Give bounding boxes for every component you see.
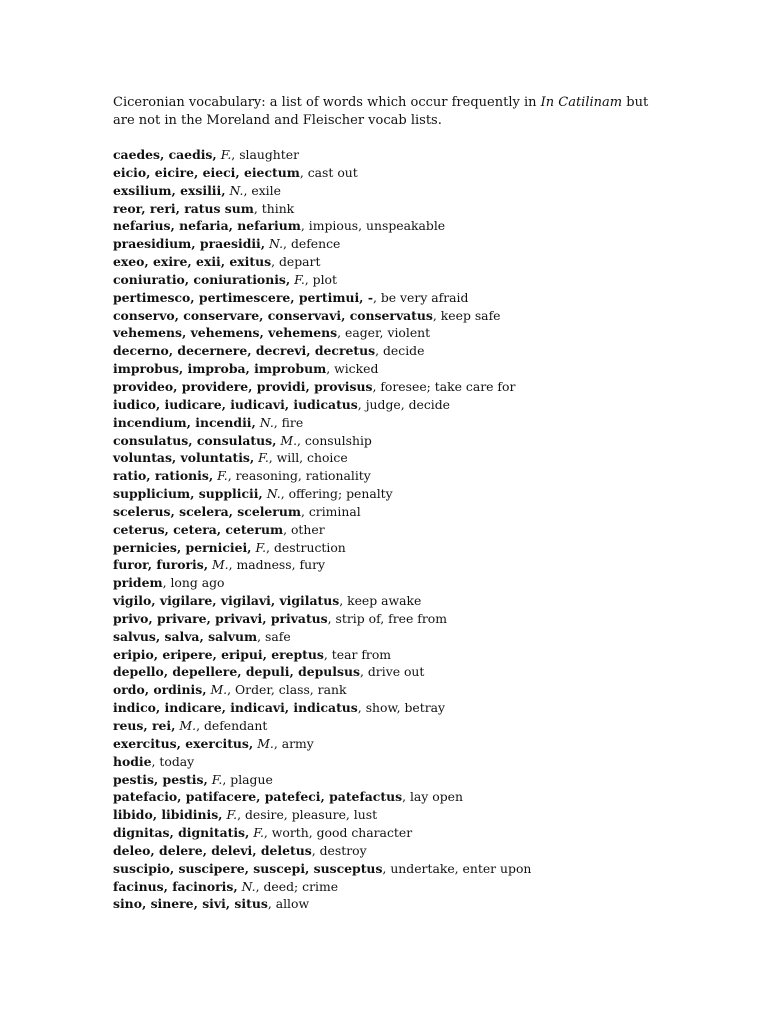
entry-meaning: undertake, enter upon <box>390 860 532 876</box>
entry-meaning: today <box>159 753 195 769</box>
document-page <box>113 94 673 913</box>
entry-gender: N. <box>269 236 284 252</box>
entry-forms: pestis, pestis, <box>113 771 208 787</box>
entry-forms: sino, sinere, sivi, situs <box>113 896 268 912</box>
entry-gender: N. <box>241 878 256 894</box>
entry-forms: salvus, salva, salvum <box>113 628 258 644</box>
entry-forms: libido, libidinis, <box>113 807 223 823</box>
entry-forms: scelerus, scelera, scelerum <box>113 503 301 519</box>
entry-forms: exsilium, exsilii, <box>113 182 226 198</box>
vocab-entry: ceterus, cetera, ceterum, other <box>113 521 325 537</box>
vocab-entry: incendium, incendii, N., fire <box>113 414 304 430</box>
entry-meaning: plague <box>230 771 273 787</box>
entry-meaning: think <box>261 200 295 216</box>
entry-meaning: deed; crime <box>263 878 339 894</box>
entry-meaning: tear from <box>331 646 392 662</box>
vocab-entry: patefacio, patifacere, patefeci, patefactus, lay open <box>113 789 463 805</box>
vocab-entry: iudico, iudicare, iudicavi, iudicatus, judge, decide <box>113 396 451 412</box>
entry-forms: vigilo, vigilare, vigilavi, vigilatus <box>113 593 340 609</box>
entry-meaning: safe <box>265 628 291 644</box>
entry-gender: N. <box>259 414 274 430</box>
work-title: In Catilinam <box>540 95 623 110</box>
entry-meaning: long ago <box>170 575 225 591</box>
entry-forms: reor, reri, ratus sum <box>113 200 254 216</box>
entry-forms: praesidium, praesidii, <box>113 236 266 252</box>
vocab-entry: furor, furoris, M., madness, fury <box>113 557 325 573</box>
vocab-entry: dignitas, dignitatis, F., worth, good character <box>113 825 413 841</box>
entry-forms: improbus, improba, improbum <box>113 361 327 377</box>
entry-gender: M. <box>212 557 229 573</box>
entry-forms: suscipio, suscipere, suscepi, susceptus <box>113 860 383 876</box>
entry-meaning: keep safe <box>440 307 501 323</box>
entry-meaning: wicked <box>334 361 379 377</box>
vocab-entry: decerno, decernere, decrevi, decretus, decide <box>113 343 425 359</box>
entry-forms: patefacio, patifacere, patefeci, patefactus <box>113 789 403 805</box>
vocab-entry: scelerus, scelera, scelerum, criminal <box>113 503 361 519</box>
entry-forms: exeo, exire, exii, exitus <box>113 254 272 270</box>
entry-gender: F. <box>220 147 232 162</box>
entry-forms: pernicies, perniciei, <box>113 539 252 555</box>
entry-forms: caedes, caedis, <box>113 147 217 162</box>
entry-meaning: Order, class, rank <box>235 682 347 698</box>
vocab-entry: eripio, eripere, eripui, ereptus, tear from <box>113 646 392 662</box>
entry-gender: N. <box>229 182 244 198</box>
vocab-entry: sino, sinere, sivi, situs, allow <box>113 896 310 912</box>
entry-meaning: foresee; take care for <box>380 378 516 394</box>
entry-forms: voluntas, voluntatis, <box>113 450 255 466</box>
entry-forms: provideo, providere, providi, provisus <box>113 378 373 394</box>
entry-gender: F. <box>255 539 267 555</box>
entry-meaning: destruction <box>273 539 346 555</box>
vocab-entry: exsilium, exsilii, N., exile <box>113 182 281 198</box>
vocab-entry: exeo, exire, exii, exitus, depart <box>113 254 321 270</box>
entry-meaning: be very afraid <box>380 289 469 305</box>
vocab-entry: depello, depellere, depuli, depulsus, drive out <box>113 664 425 680</box>
entry-gender: F. <box>294 271 305 287</box>
entry-meaning: allow <box>275 896 310 912</box>
entry-forms: ceterus, cetera, ceterum <box>113 521 284 537</box>
entry-gender: F. <box>253 825 264 841</box>
vocab-entry: indico, indicare, indicavi, indicatus, show, betray <box>113 700 446 716</box>
entry-gender: F. <box>226 807 238 823</box>
entry-meaning: keep awake <box>347 593 422 609</box>
vocab-entry: vehemens, vehemens, vehemens, eager, violent <box>113 325 431 341</box>
entry-meaning: strip of, free from <box>335 610 447 626</box>
vocab-entry: eicio, eicire, eieci, eiectum, cast out <box>113 164 358 180</box>
vocab-entry: caedes, caedis, F., slaughter <box>113 147 300 162</box>
entry-meaning: impious, unspeakable <box>308 218 446 234</box>
vocab-entry: vigilo, vigilare, vigilavi, vigilatus, keep awake <box>113 593 422 609</box>
entry-meaning: show, betray <box>365 700 446 716</box>
entry-forms: consulatus, consulatus, <box>113 432 277 448</box>
vocab-entry: improbus, improba, improbum, wicked <box>113 361 379 377</box>
entry-meaning: eager, violent <box>345 325 431 341</box>
vocab-entry: salvus, salva, salvum, safe <box>113 628 291 644</box>
entry-forms: nefarius, nefaria, nefarium <box>113 218 301 234</box>
entry-forms: privo, privare, privavi, privatus <box>113 610 328 626</box>
entry-meaning: defendant <box>203 718 268 733</box>
entry-forms: coniuratio, coniurationis, <box>113 271 291 287</box>
entry-meaning: reasoning, rationality <box>235 468 371 484</box>
vocab-entry: pridem, long ago <box>113 575 225 591</box>
entry-meaning: offering; penalty <box>288 486 393 502</box>
entry-forms: conservo, conservare, conservavi, conservatus <box>113 307 433 323</box>
entry-forms: furor, furoris, <box>113 557 209 573</box>
vocab-entry: ordo, ordinis, M., Order, class, rank <box>113 682 347 698</box>
entry-meaning: consulship <box>304 432 372 448</box>
entry-meaning: decide <box>382 343 425 359</box>
vocab-entry: pernicies, perniciei, F., destruction <box>113 539 346 555</box>
intro-paragraph <box>113 94 673 130</box>
vocab-entry: conservo, conservare, conservavi, conservatus, keep safe <box>113 307 501 323</box>
vocab-entry: deleo, delere, delevi, deletus, destroy <box>113 842 367 858</box>
entry-gender: F. <box>211 771 223 787</box>
entry-forms: facinus, facinoris, <box>113 878 238 894</box>
entry-forms: decerno, decernere, decrevi, decretus <box>113 343 376 359</box>
vocab-entry: consulatus, consulatus, M., consulship <box>113 432 372 448</box>
vocab-entry: pestis, pestis, F., plague <box>113 771 273 787</box>
entry-meaning: destroy <box>319 842 367 858</box>
entry-forms: ratio, rationis, <box>113 468 214 484</box>
entry-meaning: defence <box>290 236 341 252</box>
vocab-entry: praesidium, praesidii, N., defence <box>113 236 341 252</box>
vocab-entry: pertimesco, pertimescere, pertimui, -, be very afraid <box>113 289 469 305</box>
entry-meaning: madness, fury <box>236 557 325 573</box>
entry-gender: F. <box>217 468 228 484</box>
entry-gender: F. <box>258 450 269 466</box>
entry-forms: depello, depellere, depuli, depulsus <box>113 664 360 680</box>
intro-text-end: but are not in the Moreland and Fleischer vocab lists. <box>113 95 649 128</box>
entry-meaning: exile <box>251 182 281 198</box>
vocab-entry: voluntas, voluntatis, F., will, choice <box>113 450 348 466</box>
vocab-entry: libido, libidinis, F., desire, pleasure, lust <box>113 807 378 823</box>
vocab-entry: reor, reri, ratus sum, think <box>113 200 295 216</box>
entry-gender: M. <box>179 718 197 733</box>
entry-forms: vehemens, vehemens, vehemens <box>113 325 338 341</box>
entry-gender: N. <box>266 486 281 502</box>
entry-meaning: other <box>290 521 325 537</box>
entry-gender: M. <box>257 735 274 751</box>
vocab-entry: nefarius, nefaria, nefarium, impious, unspeakable <box>113 218 446 234</box>
entry-forms: hodie <box>113 753 152 769</box>
vocab-entry: facinus, facinoris, N., deed; crime <box>113 878 339 894</box>
entry-forms: dignitas, dignitatis, <box>113 825 250 841</box>
vocab-entry: hodie, today <box>113 753 195 769</box>
entry-meaning: depart <box>278 254 321 270</box>
entry-forms: iudico, iudicare, iudicavi, iudicatus <box>113 396 358 412</box>
vocab-entry: privo, privare, privavi, privatus, strip of, free from <box>113 610 447 626</box>
entry-forms: pertimesco, pertimescere, pertimui, - <box>113 289 373 305</box>
entry-forms: eripio, eripere, eripui, ereptus <box>113 646 324 662</box>
entry-meaning: plot <box>312 271 337 287</box>
entry-forms: exercitus, exercitus, <box>113 735 254 751</box>
entry-meaning: fire <box>281 414 304 430</box>
entry-forms: incendium, incendii, <box>113 414 256 430</box>
vocab-entry: suscipio, suscipere, suscepi, susceptus, undertake, enter upon <box>113 860 532 876</box>
entry-meaning: worth, good character <box>271 825 413 841</box>
vocab-entry: ratio, rationis, F., reasoning, rationality <box>113 468 371 484</box>
vocab-entry: provideo, providere, providi, provisus, foresee; take care for <box>113 378 516 394</box>
entry-meaning: army <box>281 735 314 751</box>
entry-forms: indico, indicare, indicavi, indicatus <box>113 700 358 716</box>
entry-meaning: will, choice <box>276 450 348 466</box>
entry-forms: eicio, eicire, eieci, eiectum <box>113 164 300 180</box>
entry-forms: deleo, delere, delevi, deletus <box>113 842 312 858</box>
vocab-entry: exercitus, exercitus, M., army <box>113 735 314 751</box>
vocab-entry: supplicium, supplicii, N., offering; penalty <box>113 486 393 502</box>
entry-meaning: desire, pleasure, lust <box>244 807 378 823</box>
entry-gender: M. <box>280 432 298 448</box>
entry-forms: pridem <box>113 575 163 591</box>
entry-forms: reus, rei, <box>113 718 176 733</box>
entry-meaning: cast out <box>307 164 358 180</box>
entry-meaning: slaughter <box>239 147 300 162</box>
entry-gender: M. <box>210 682 228 698</box>
entry-meaning: drive out <box>367 664 425 680</box>
vocab-list <box>113 146 673 913</box>
entry-forms: ordo, ordinis, <box>113 682 207 698</box>
intro-text: Ciceronian vocabulary: a list of words which occur frequently in <box>113 95 541 110</box>
vocab-entry: coniuratio, coniurationis, F., plot <box>113 271 337 287</box>
entry-meaning: criminal <box>308 503 361 519</box>
entry-meaning: lay open <box>409 789 463 805</box>
entry-forms: supplicium, supplicii, <box>113 486 263 502</box>
vocab-entry: reus, rei, M., defendant <box>113 718 268 733</box>
entry-meaning: judge, decide <box>365 396 451 412</box>
